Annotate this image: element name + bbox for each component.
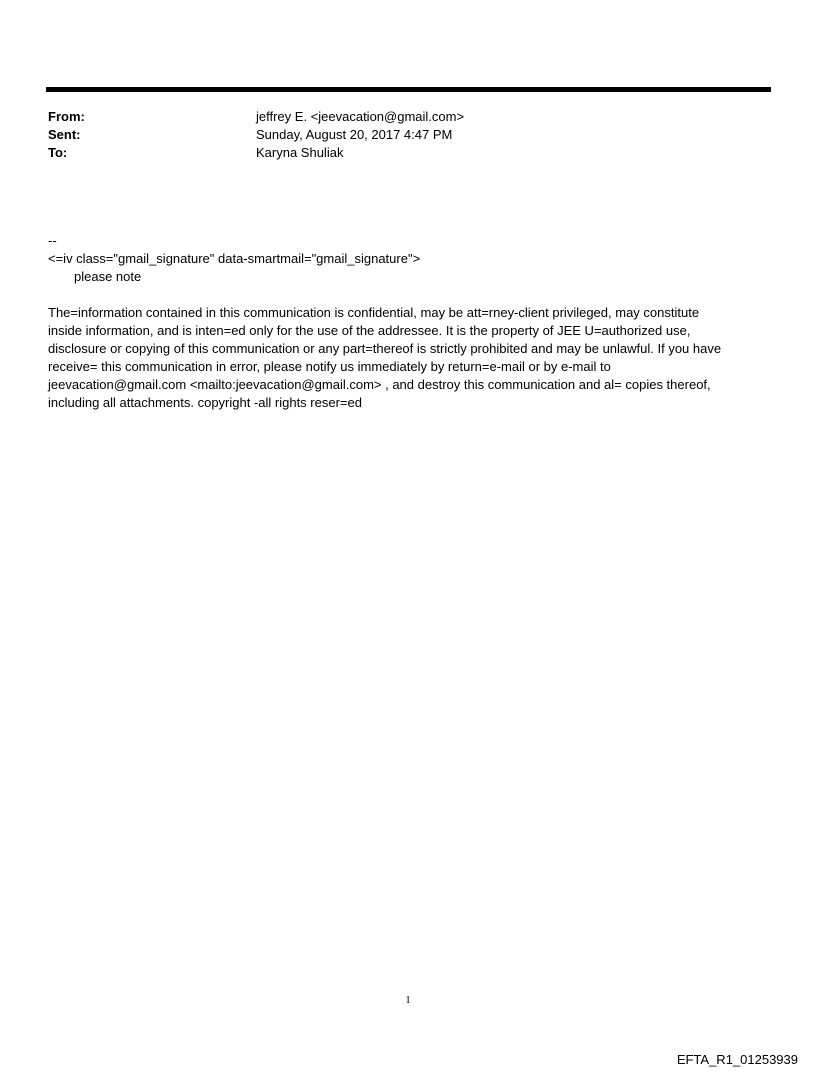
disclaimer-line: including all attachments. copyright -all rights reser=ed xyxy=(48,395,362,410)
disclaimer-line: The=information contained in this communication is confidential, may be att=rney-client privileged, may constitute xyxy=(48,305,700,320)
disclaimer-line: disclosure or copying of this communication or any part=thereof is strictly prohibited and may be unlawful. If you have xyxy=(48,341,722,356)
from-row xyxy=(48,108,768,126)
disclaimer-line: jeevacation@gmail.com <mailto:jeevacation@gmail.com> , and destroy this communication and al= copies thereof, xyxy=(48,377,711,392)
signature-markup-line: <=iv class="gmail_signature" data-smartmail="gmail_signature"> xyxy=(48,251,421,266)
from-label: From: xyxy=(48,109,85,124)
disclaimer-line: receive= this communication in error, please notify us immediately by return=e-mail or by e-mail to xyxy=(48,359,611,374)
signature-separator: -- xyxy=(48,233,57,248)
to-label: To: xyxy=(48,145,68,160)
disclaimer-line: inside information, and is inten=ed only for the use of the addressee. It is the property of JEE U=authorized use, xyxy=(48,323,691,338)
to-row xyxy=(48,144,768,162)
sent-label: Sent: xyxy=(48,127,81,142)
email-body xyxy=(48,232,768,412)
sent-value: Sunday, August 20, 2017 4:47 PM xyxy=(256,127,453,142)
header-divider xyxy=(46,87,771,92)
page-number: 1 xyxy=(405,994,411,1006)
email-headers xyxy=(48,108,768,162)
bates-number: EFTA_R1_01253939 xyxy=(676,1052,798,1067)
confidentiality-disclaimer xyxy=(48,304,768,412)
signature-note: please note xyxy=(74,269,142,284)
sent-row xyxy=(48,126,768,144)
to-value: Karyna Shuliak xyxy=(256,145,344,160)
from-value: jeffrey E. <jeevacation@gmail.com> xyxy=(256,109,465,124)
